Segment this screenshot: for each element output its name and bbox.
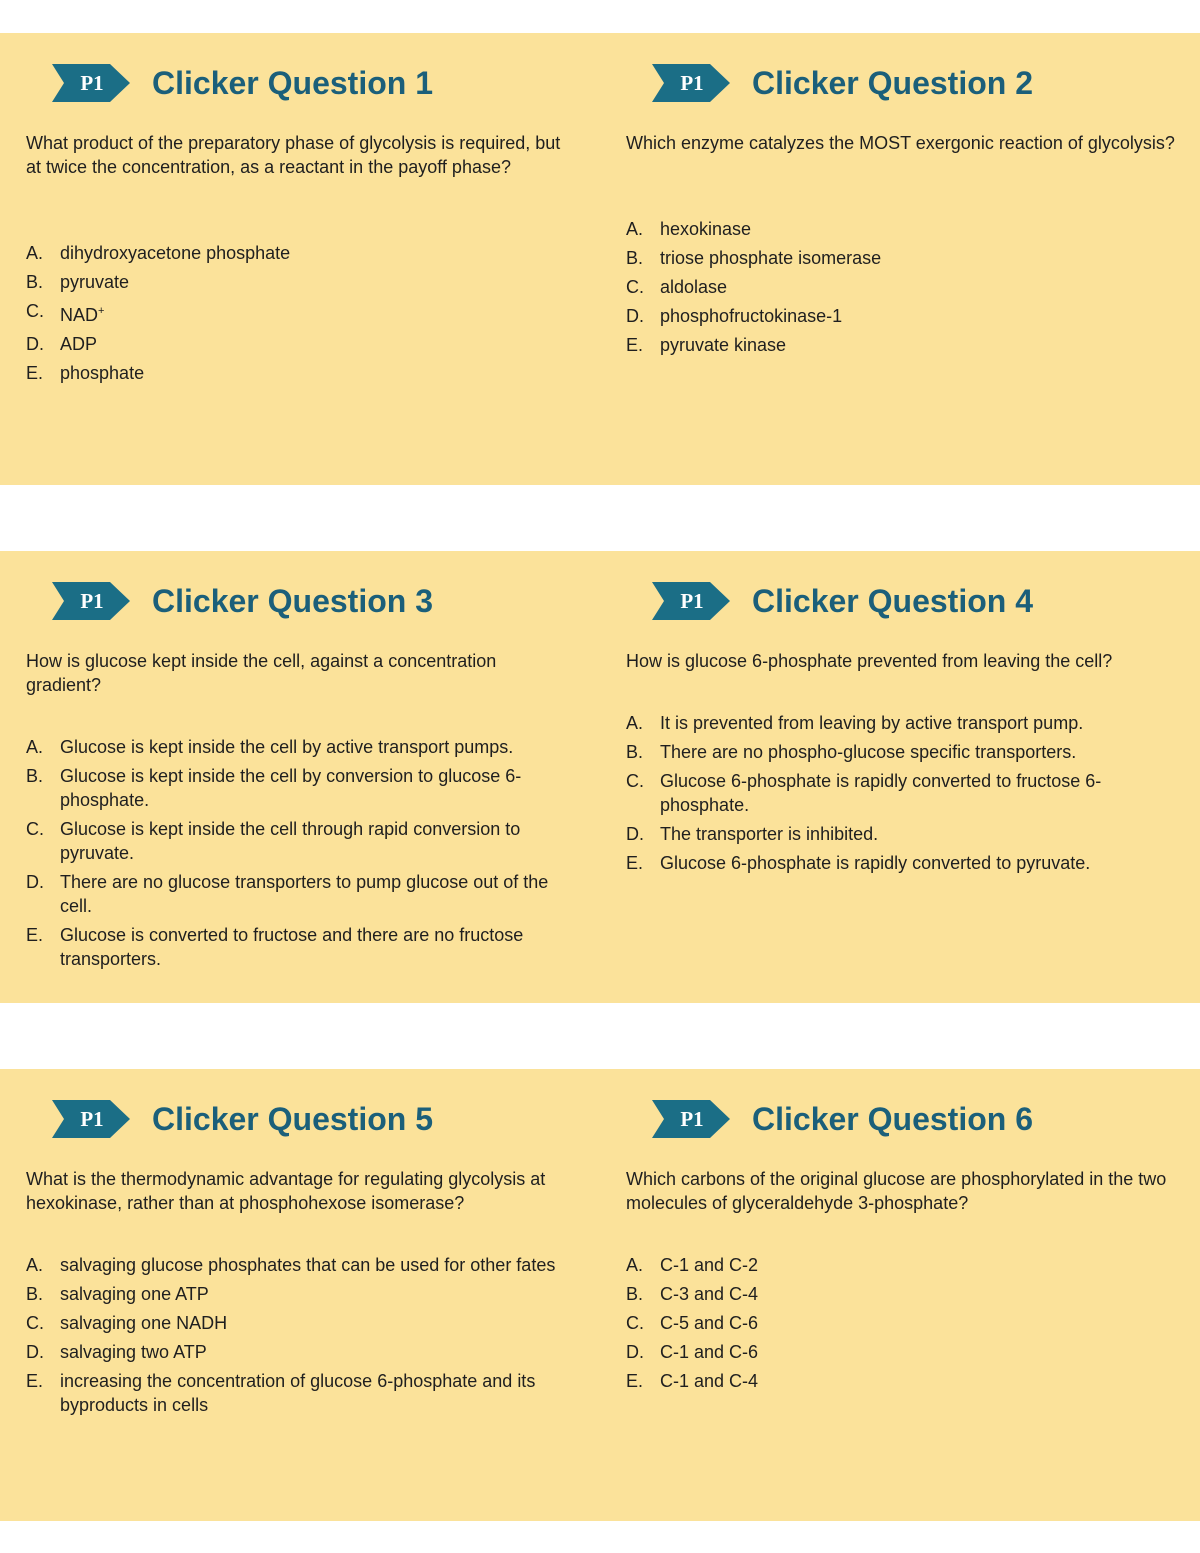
- option-text: Glucose is converted to fructose and there are no fructose transporters.: [60, 925, 524, 969]
- card-title: Clicker Question 2: [752, 64, 1033, 101]
- option-letter: A.: [626, 713, 644, 733]
- answer-option-e[interactable]: [26, 361, 576, 385]
- card-header: [652, 1099, 1033, 1139]
- option-letter: B.: [626, 1284, 644, 1304]
- p1-badge: [652, 1100, 730, 1138]
- option-text: phosphate: [60, 363, 145, 383]
- answer-option-b[interactable]: [626, 246, 1176, 270]
- badge-label: P1: [80, 1107, 104, 1131]
- clicker-question-card-2: [626, 33, 1186, 485]
- answer-option-e[interactable]: [626, 851, 1176, 875]
- option-text: increasing the concentration of glucose 6-phosphate and its byproducts in cells: [60, 1371, 536, 1415]
- answer-option-a[interactable]: [26, 241, 576, 265]
- option-text: Glucose 6-phosphate is rapidly converted to fructose 6-phosphate.: [660, 771, 1102, 815]
- clicker-question-card-4: [626, 551, 1186, 1003]
- card-title: Clicker Question 4: [752, 582, 1033, 619]
- answer-option-a[interactable]: [626, 711, 1176, 735]
- option-letter: A.: [26, 1255, 44, 1275]
- option-text: NAD+: [60, 305, 105, 325]
- answer-option-b[interactable]: [626, 1282, 1176, 1306]
- option-text: dihydroxyacetone phosphate: [60, 243, 291, 263]
- option-letter: E.: [626, 853, 644, 873]
- answer-option-b[interactable]: [26, 1282, 576, 1306]
- answer-option-e[interactable]: [26, 1369, 576, 1417]
- answer-option-d[interactable]: [26, 870, 576, 918]
- answer-option-e[interactable]: [626, 333, 1176, 357]
- answer-option-d[interactable]: [626, 1340, 1176, 1364]
- option-text: Glucose 6-phosphate is rapidly converted to pyruvate.: [660, 853, 1091, 873]
- answer-option-b[interactable]: [626, 740, 1176, 764]
- question-text: What product of the preparatory phase of glycolysis is required, but at twice the concentration, as a reactant in the payoff phase?: [26, 133, 561, 177]
- card-title: Clicker Question 5: [152, 1100, 433, 1137]
- option-text: Glucose is kept inside the cell by conversion to glucose 6-phosphate.: [60, 766, 522, 810]
- question-band-row-3: [0, 1069, 1200, 1521]
- option-letter: B.: [26, 766, 44, 786]
- badge-label: P1: [680, 71, 704, 95]
- answer-option-d[interactable]: [26, 332, 576, 356]
- option-text: salvaging two ATP: [60, 1342, 207, 1362]
- option-text: Glucose is kept inside the cell through rapid conversion to pyruvate.: [60, 819, 521, 863]
- option-text: The transporter is inhibited.: [660, 824, 879, 844]
- option-letter: C.: [26, 301, 44, 321]
- answer-option-d[interactable]: [626, 304, 1176, 328]
- clicker-question-card-1: [26, 33, 586, 485]
- answer-option-b[interactable]: [26, 270, 576, 294]
- question-text: Which carbons of the original glucose are phosphorylated in the two molecules of glyceraldehyde 3-phosphate?: [626, 1169, 1167, 1213]
- option-letter: C.: [626, 277, 644, 297]
- clicker-question-card-6: [626, 1069, 1186, 1521]
- answer-option-c[interactable]: [26, 1311, 576, 1335]
- option-text: There are no phospho-glucose specific transporters.: [660, 742, 1077, 762]
- card-header: [652, 581, 1033, 621]
- question-text: Which enzyme catalyzes the MOST exergonic reaction of glycolysis?: [626, 133, 1175, 153]
- option-text: pyruvate kinase: [660, 335, 787, 355]
- answer-option-c[interactable]: [26, 817, 576, 865]
- answer-option-a[interactable]: [26, 1253, 576, 1277]
- card-header: [52, 63, 433, 103]
- answer-option-c[interactable]: [26, 299, 576, 327]
- option-text: Glucose is kept inside the cell by active transport pumps.: [60, 737, 514, 757]
- option-text: It is prevented from leaving by active transport pump.: [660, 713, 1084, 733]
- question-band-row-1: [0, 33, 1200, 485]
- option-letter: B.: [26, 272, 44, 292]
- option-letter: B.: [26, 1284, 44, 1304]
- option-text: There are no glucose transporters to pump glucose out of the cell.: [60, 872, 549, 916]
- option-letter: E.: [626, 335, 644, 355]
- option-letter: D.: [26, 872, 44, 892]
- option-letter: D.: [626, 1342, 644, 1362]
- question-text: How is glucose 6-phosphate prevented from leaving the cell?: [626, 651, 1113, 671]
- option-letter: E.: [26, 363, 44, 383]
- option-letter: C.: [26, 819, 44, 839]
- badge-label: P1: [80, 589, 104, 613]
- answer-option-a[interactable]: [26, 735, 576, 759]
- card-header: [52, 581, 433, 621]
- answer-option-a[interactable]: [626, 1253, 1176, 1277]
- option-text: ADP: [60, 334, 98, 354]
- answer-options: [26, 735, 576, 976]
- p1-badge: [652, 582, 730, 620]
- answer-option-c[interactable]: [626, 1311, 1176, 1335]
- clicker-question-card-3: [26, 551, 586, 1003]
- option-letter: D.: [26, 334, 44, 354]
- p1-badge: [52, 1100, 130, 1138]
- option-text: C-1 and C-4: [660, 1371, 759, 1391]
- answer-option-a[interactable]: [626, 217, 1176, 241]
- answer-option-e[interactable]: [26, 923, 576, 971]
- answer-option-c[interactable]: [626, 769, 1176, 817]
- answer-options: [626, 1253, 1176, 1398]
- question-band-row-2: [0, 551, 1200, 1003]
- option-text: C-5 and C-6: [660, 1313, 759, 1333]
- badge-label: P1: [680, 589, 704, 613]
- option-text: C-1 and C-2: [660, 1255, 759, 1275]
- answer-options: [26, 1253, 576, 1422]
- p1-badge: [52, 582, 130, 620]
- clicker-question-card-5: [26, 1069, 586, 1521]
- option-text: phosphofructokinase-1: [660, 306, 843, 326]
- option-letter: A.: [626, 219, 644, 239]
- option-letter: A.: [26, 243, 44, 263]
- answer-option-b[interactable]: [26, 764, 576, 812]
- p1-badge: [652, 64, 730, 102]
- answer-options: [626, 711, 1176, 880]
- question-text: What is the thermodynamic advantage for regulating glycolysis at hexokinase, rather than at phosphohexose isomerase?: [26, 1169, 546, 1213]
- option-letter: D.: [626, 824, 644, 844]
- answer-option-d[interactable]: [26, 1340, 576, 1364]
- option-letter: C.: [626, 771, 644, 791]
- card-header: [652, 63, 1033, 103]
- card-title: Clicker Question 1: [152, 64, 433, 101]
- option-text: hexokinase: [660, 219, 752, 239]
- option-letter: C.: [26, 1313, 44, 1333]
- option-letter: E.: [26, 1371, 44, 1391]
- question-text: How is glucose kept inside the cell, against a concentration gradient?: [26, 651, 497, 695]
- option-text: aldolase: [660, 277, 728, 297]
- option-letter: D.: [26, 1342, 44, 1362]
- option-text: salvaging one NADH: [60, 1313, 228, 1333]
- option-letter: B.: [626, 742, 644, 762]
- option-text: C-1 and C-6: [660, 1342, 759, 1362]
- option-letter: C.: [626, 1313, 644, 1333]
- option-letter: B.: [626, 248, 644, 268]
- option-text: salvaging one ATP: [60, 1284, 209, 1304]
- badge-label: P1: [680, 1107, 704, 1131]
- option-letter: A.: [26, 737, 44, 757]
- p1-badge: [52, 64, 130, 102]
- card-header: [52, 1099, 433, 1139]
- option-letter: E.: [626, 1371, 644, 1391]
- card-title: Clicker Question 6: [752, 1100, 1033, 1137]
- badge-label: P1: [80, 71, 104, 95]
- option-text: salvaging glucose phosphates that can be used for other fates: [60, 1255, 556, 1275]
- option-letter: A.: [626, 1255, 644, 1275]
- option-text: C-3 and C-4: [660, 1284, 759, 1304]
- option-text: triose phosphate isomerase: [660, 248, 882, 268]
- option-letter: E.: [26, 925, 44, 945]
- answer-option-c[interactable]: [626, 275, 1176, 299]
- card-title: Clicker Question 3: [152, 582, 433, 619]
- option-text: pyruvate: [60, 272, 130, 292]
- answer-options: [26, 241, 576, 390]
- option-letter: D.: [626, 306, 644, 326]
- answer-option-e[interactable]: [626, 1369, 1176, 1393]
- answer-option-d[interactable]: [626, 822, 1176, 846]
- answer-options: [626, 217, 1176, 362]
